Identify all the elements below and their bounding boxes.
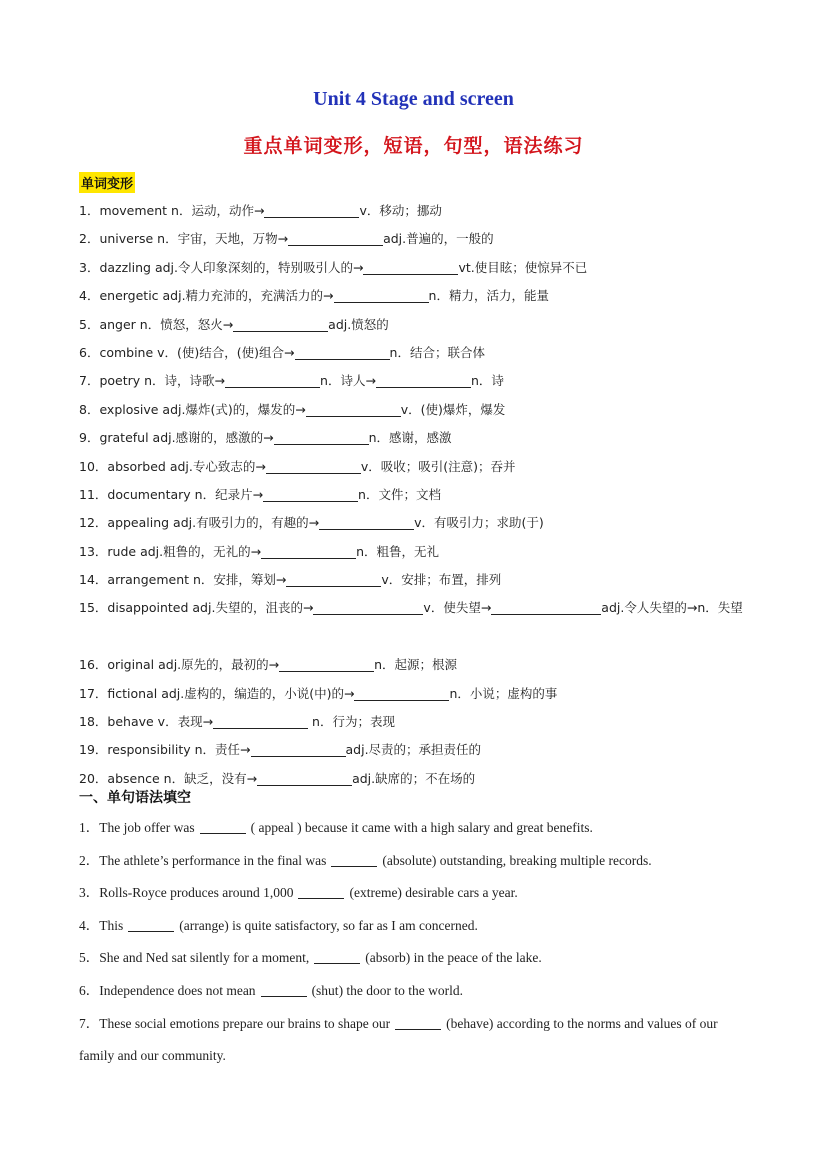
- answer-blank: [306, 402, 401, 417]
- answer-blank: [266, 459, 361, 474]
- vocab-item: 18．behave v．表现→ n．行为；表现: [79, 714, 395, 730]
- grammar-item: 6．Independence does not mean (shut) the door to the world.: [79, 982, 464, 998]
- answer-blank: [200, 820, 246, 834]
- vocab-item: 6．combine v．(使)结合，(使)组合→ n．结合；联合体: [79, 344, 485, 360]
- answer-blank: [313, 600, 423, 615]
- vocab-item: 4．energetic adj.精力充沛的，充满活力的→ n．精力，活力，能量: [79, 288, 549, 304]
- answer-blank: [263, 487, 358, 502]
- answer-blank: [233, 317, 328, 332]
- answer-blank: [261, 544, 356, 559]
- grammar-item: 4．This (arrange) is quite satisfactory, so far as I am concerned.: [79, 917, 478, 933]
- answer-blank: [251, 742, 346, 757]
- vocab-item: 12．appealing adj.有吸引力的，有趣的→ v．有吸引力；求助(于): [79, 515, 544, 531]
- vocab-item: 13．rude adj.粗鲁的，无礼的→ n．粗鲁，无礼: [79, 543, 440, 559]
- vocab-item: 14．arrangement n．安排，筹划→ v．安排；布置，排列: [79, 572, 502, 588]
- vocab-item: 7．poetry n．诗，诗歌→ n．诗人→ n．诗: [79, 373, 504, 389]
- answer-blank: [334, 288, 429, 303]
- grammar-item: 7．These social emotions prepare our brains to shape our (behave) according to the norms and values of our family and our community.: [79, 1015, 718, 1064]
- vocab-item: 8．explosive adj.爆炸(式)的，爆发的→ v．(使)爆炸，爆发: [79, 401, 506, 417]
- grammar-item: 2．The athlete’s performance in the final was (absolute) outstanding, breaking multiple records.: [79, 852, 652, 868]
- vocab-item: 10．absorbed adj.专心致志的→ v．吸收；吸引(注意)；吞并: [79, 458, 516, 474]
- grammar-item: 5．She and Ned sat silently for a moment, (absorb) in the peace of the lake.: [79, 950, 542, 966]
- answer-blank: [319, 515, 414, 530]
- vocab-item: 1．movement n．运动，动作→ v．移动；挪动: [79, 203, 442, 218]
- answer-blank: [225, 373, 320, 388]
- answer-blank: [257, 771, 352, 786]
- section-label-grammar-fill: 一、单句语法填空: [79, 790, 191, 806]
- vocab-item: 16．original adj.原先的，最初的→ n．起源；根源: [79, 657, 458, 673]
- vocab-item: 19．responsibility n．责任→ adj.尽责的；承担责任的: [79, 742, 482, 758]
- vocab-item: 15．disappointed adj.失望的，沮丧的→ v．使失望→ adj.令人失望的→n．失望: [79, 600, 743, 616]
- answer-blank: [354, 686, 449, 701]
- answer-blank: [213, 714, 308, 729]
- answer-blank: [491, 600, 601, 615]
- page-title: Unit 4 Stage and screen: [313, 88, 514, 110]
- grammar-item: 1．The job offer was ( appeal ) because it came with a high salary and great benefits.: [79, 820, 593, 835]
- answer-blank: [288, 231, 383, 246]
- answer-blank: [376, 373, 471, 388]
- vocab-item: 20．absence n．缺乏，没有→ adj.缺席的；不在场的: [79, 770, 476, 786]
- grammar-list: [79, 812, 754, 1073]
- section-label-word-forms: 单词变形: [79, 172, 135, 193]
- vocab-item: 11．documentary n．纪录片→ n．文件；文档: [79, 486, 441, 502]
- vocab-item: 17．fictional adj.虚构的，编造的，小说(中)的→ n．小说；虚构的事: [79, 685, 558, 701]
- vocab-item: 2．universe n．宇宙，天地，万物→ adj.普遍的，一般的: [79, 231, 494, 247]
- answer-blank: [395, 1016, 441, 1030]
- answer-blank: [295, 345, 390, 360]
- grammar-item: 3．Rolls-Royce produces around 1,000 (extreme) desirable cars a year.: [79, 885, 518, 901]
- vocab-list: [79, 197, 759, 793]
- answer-blank: [274, 430, 369, 445]
- answer-blank: [264, 203, 359, 218]
- answer-blank: [286, 572, 381, 587]
- answer-blank: [298, 885, 344, 899]
- answer-blank: [331, 853, 377, 867]
- answer-blank: [314, 950, 360, 964]
- vocab-item: 9．grateful adj.感谢的，感激的→ n．感谢，感激: [79, 430, 452, 446]
- vocab-item: 3．dazzling adj.令人印象深刻的，特别吸引人的→ vt.使目眩；使惊异不已: [79, 259, 588, 275]
- answer-blank: [363, 260, 458, 275]
- vocab-item: 5．anger n．愤怒，怒火→ adj.愤怒的: [79, 316, 389, 332]
- answer-blank: [128, 918, 174, 932]
- answer-blank: [279, 657, 374, 672]
- page-subtitle: 重点单词变形，短语，句型，语法练习: [243, 135, 584, 157]
- answer-blank: [261, 983, 307, 997]
